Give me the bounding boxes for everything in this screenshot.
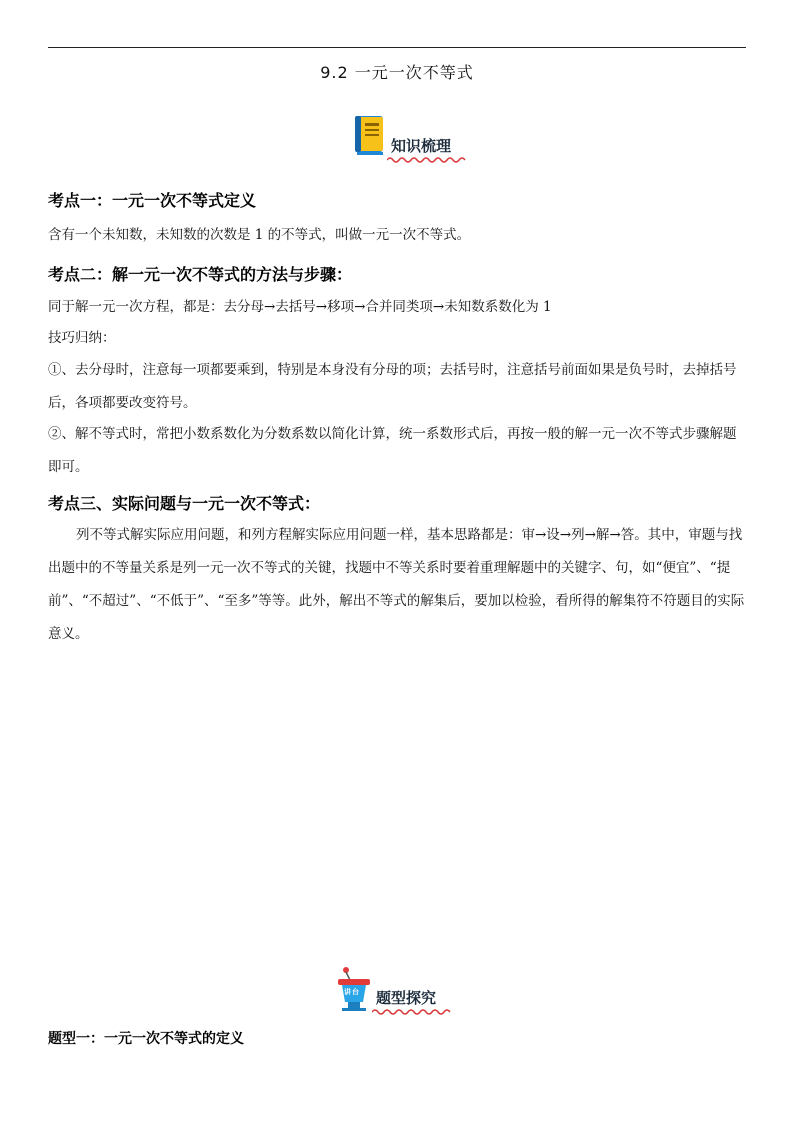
point2-heading: 考点二：解一元一次不等式的方法与步骤： (48, 265, 353, 284)
knowledge-badge-label: 知识梳理 (391, 135, 451, 160)
tips-label: 技巧归纳： (48, 330, 116, 346)
knowledge-badge (353, 114, 451, 160)
wavy-underline (387, 156, 467, 164)
top-rule (48, 47, 746, 48)
explore-badge (336, 966, 436, 1012)
page-title: 9.2 一元一次不等式 (320, 63, 474, 82)
wavy-underline (372, 1008, 452, 1016)
point3-heading: 考点三、实际问题与一元一次不等式： (48, 494, 321, 513)
point2-steps: 同于解一元一次方程，都是：去分母→去括号→移项→合并同类项→未知数系数化为 1 (48, 299, 552, 315)
point1-text: 含有一个未知数，未知数的次数是 1 的不等式，叫做一元一次不等式。 (48, 227, 471, 243)
type1-heading: 题型一：一元一次不等式的定义 (48, 1031, 244, 1047)
point3-text: 列不等式解实际应用问题，和列方程解实际应用问题一样，基本思路都是：审→设→列→解→答。其中，审题与找出题中的不等量关系是列一元一次不等式的关键，找题中不等关系时要着重理解题中的关键字、句，如“便宜”、“提前”、“不超过”、“不低于”、“至多”等等。此外，解出不等式的解集后，要加以检验，看所得的解集符不符题目的实际意义。 (48, 527, 745, 642)
podium-icon (336, 966, 372, 1012)
book-icon (353, 114, 387, 160)
podium-icon-text: 讲台 (344, 988, 360, 996)
point1-heading: 考点一：一元一次不等式定义 (48, 191, 257, 210)
tip-2: ②、解不等式时，常把小数系数化为分数系数以简化计算，统一系数形式后，再按一般的解一元一次不等式步骤解题即可。 (48, 426, 737, 475)
explore-badge-label: 题型探究 (376, 987, 436, 1012)
tip-1: ①、去分母时，注意每一项都要乘到，特别是本身没有分母的项；去括号时，注意括号前面如果是负号时，去掉括号后，各项都要改变符号。 (48, 362, 737, 411)
